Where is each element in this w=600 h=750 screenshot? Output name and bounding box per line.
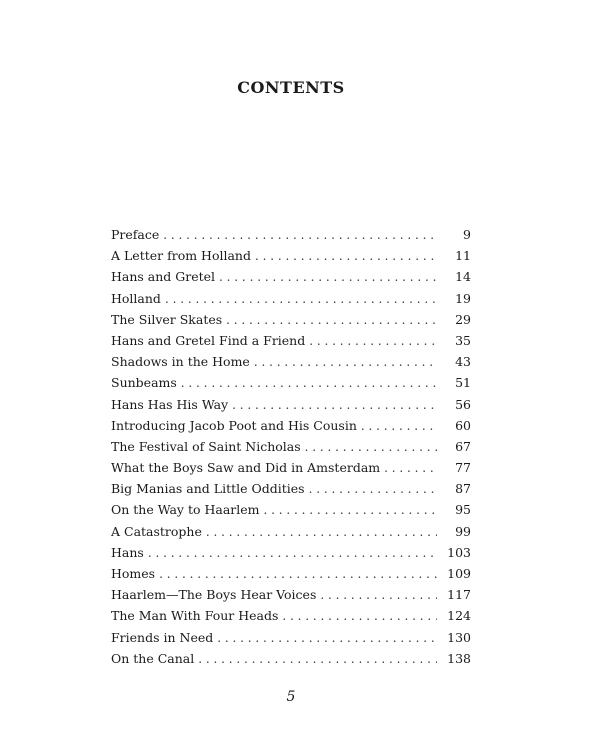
toc-entry-page-number: 138 bbox=[447, 650, 471, 666]
toc-entry-title: Hans and Gretel bbox=[111, 266, 219, 287]
toc-entry-page-number: 124 bbox=[447, 608, 471, 624]
toc-entry-title: Preface bbox=[111, 224, 163, 245]
toc-entry bbox=[111, 542, 471, 563]
dot-leader bbox=[217, 628, 437, 648]
dot-leader bbox=[206, 522, 437, 542]
toc-entry-page-number: 117 bbox=[447, 587, 471, 603]
toc-entry bbox=[111, 478, 471, 499]
toc-entry-page-number: 11 bbox=[455, 248, 471, 264]
toc-entry-page-number: 43 bbox=[455, 354, 471, 370]
dot-leader bbox=[198, 649, 437, 669]
toc-entry bbox=[111, 351, 471, 372]
toc-entry-title: Hans and Gretel Find a Friend bbox=[111, 330, 309, 351]
toc-entry bbox=[111, 309, 471, 330]
toc-entry-page-number: 95 bbox=[455, 502, 471, 518]
toc-entry-page-number: 29 bbox=[455, 311, 471, 327]
toc-entry-title: On the Way to Haarlem bbox=[111, 499, 264, 520]
toc-entry-title: The Man With Four Heads bbox=[111, 605, 282, 626]
toc-entry-page-number: 35 bbox=[455, 332, 471, 348]
toc-entry-page-number: 9 bbox=[463, 227, 471, 242]
toc-entry bbox=[111, 605, 471, 626]
dot-leader bbox=[165, 289, 437, 309]
toc-entry bbox=[111, 372, 471, 393]
page-number: 5 bbox=[286, 689, 296, 705]
dot-leader bbox=[226, 310, 437, 330]
toc-entry bbox=[111, 436, 471, 457]
toc-entry bbox=[111, 288, 471, 309]
dot-leader bbox=[264, 500, 437, 520]
toc-entry bbox=[111, 499, 471, 520]
toc-entry-title: Big Manias and Little Oddities bbox=[111, 478, 309, 499]
dot-leader bbox=[309, 331, 437, 351]
toc-entry-title: Friends in Need bbox=[111, 627, 217, 648]
toc-entry-page-number: 103 bbox=[447, 544, 471, 560]
toc-entry-title: A Letter from Holland bbox=[111, 245, 255, 266]
toc-entry bbox=[111, 627, 471, 648]
toc-entry-title: On the Canal bbox=[111, 648, 198, 669]
toc-entry bbox=[111, 394, 471, 415]
toc-entry-page-number: 19 bbox=[455, 290, 471, 306]
toc-entry-page-number: 130 bbox=[447, 629, 471, 645]
dot-leader bbox=[254, 352, 437, 372]
toc-entry bbox=[111, 584, 471, 605]
toc-entry-page-number: 67 bbox=[455, 438, 471, 454]
toc-entry-title: Hans bbox=[111, 542, 148, 563]
toc-entry-page-number: 60 bbox=[455, 417, 471, 433]
table-of-contents bbox=[111, 224, 471, 669]
toc-entry-title: Sunbeams bbox=[111, 372, 181, 393]
dot-leader bbox=[320, 585, 437, 605]
toc-entry-title: Shadows in the Home bbox=[111, 351, 254, 372]
toc-entry-page-number: 77 bbox=[455, 460, 471, 476]
dot-leader bbox=[148, 543, 437, 563]
toc-entry-title: Hans Has His Way bbox=[111, 394, 232, 415]
toc-entry-title: Holland bbox=[111, 288, 165, 309]
toc-entry bbox=[111, 521, 471, 542]
dot-leader bbox=[282, 606, 437, 626]
toc-entry bbox=[111, 563, 471, 584]
toc-entry bbox=[111, 648, 471, 669]
page-title: CONTENTS bbox=[237, 78, 345, 97]
toc-entry-title: What the Boys Saw and Did in Amsterdam bbox=[111, 457, 384, 478]
toc-entry bbox=[111, 245, 471, 266]
dot-leader bbox=[309, 479, 437, 499]
dot-leader bbox=[255, 246, 437, 266]
toc-entry bbox=[111, 330, 471, 351]
toc-entry-page-number: 109 bbox=[447, 566, 471, 581]
toc-entry bbox=[111, 224, 471, 245]
toc-entry bbox=[111, 457, 471, 478]
toc-entry bbox=[111, 266, 471, 287]
dot-leader bbox=[232, 395, 437, 415]
dot-leader bbox=[163, 225, 437, 245]
dot-leader bbox=[159, 564, 437, 584]
dot-leader bbox=[305, 437, 437, 457]
toc-entry-title: Introducing Jacob Poot and His Cousin bbox=[111, 415, 361, 436]
toc-entry-page-number: 14 bbox=[455, 269, 471, 285]
dot-leader bbox=[384, 458, 437, 478]
toc-entry-page-number: 99 bbox=[455, 523, 471, 539]
toc-entry-page-number: 56 bbox=[455, 396, 471, 412]
toc-entry-title: Homes bbox=[111, 563, 159, 584]
toc-entry-title: A Catastrophe bbox=[111, 521, 206, 542]
dot-leader bbox=[361, 416, 437, 436]
toc-entry-title: Haarlem—The Boys Hear Voices bbox=[111, 584, 320, 605]
dot-leader bbox=[181, 373, 437, 393]
toc-entry bbox=[111, 415, 471, 436]
dot-leader bbox=[219, 267, 437, 287]
toc-entry-title: The Silver Skates bbox=[111, 309, 226, 330]
toc-entry-title: The Festival of Saint Nicholas bbox=[111, 436, 305, 457]
toc-entry-page-number: 51 bbox=[455, 375, 471, 391]
toc-entry-page-number: 87 bbox=[455, 481, 471, 497]
